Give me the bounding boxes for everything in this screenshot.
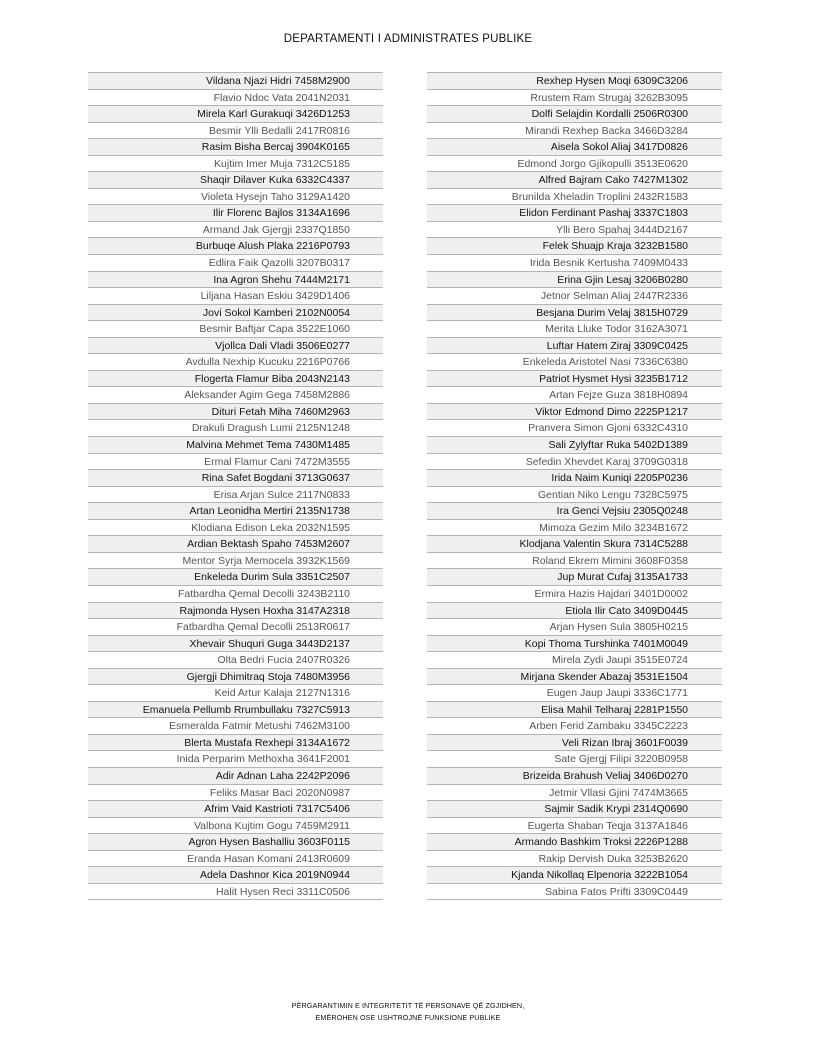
list-item: Mirjana Skender Abazaj 3531E1504 — [427, 669, 722, 686]
list-item: Aisela Sokol Aliaj 3417D0826 — [427, 139, 722, 156]
list-item: Fatbardha Qemal Decolli 3243B2110 — [88, 586, 383, 603]
list-item: Ilir Florenc Bajlos 3134A1696 — [88, 205, 383, 222]
list-item: Aleksander Agim Gega 7458M2886 — [88, 387, 383, 404]
list-item: Ermira Hazis Hajdari 3401D0002 — [427, 586, 722, 603]
list-item: Eranda Hasan Komani 2413R0609 — [88, 851, 383, 868]
list-item: Violeta Hysejn Taho 3129A1420 — [88, 189, 383, 206]
list-item: Mentor Syrja Memocela 3932K1569 — [88, 553, 383, 570]
list-item: Jetnor Selman Aliaj 2447R2336 — [427, 288, 722, 305]
list-item: Keid Artur Kalaja 2127N1316 — [88, 685, 383, 702]
list-item: Gentian Niko Lengu 7328C5975 — [427, 487, 722, 504]
list-item: Enkeleda Durim Sula 3351C2507 — [88, 569, 383, 586]
list-item: Malvina Mehmet Tema 7430M1485 — [88, 437, 383, 454]
right-name-list — [427, 72, 722, 900]
document-title: DEPARTAMENTI I ADMINISTRATES PUBLIKE — [283, 33, 533, 45]
list-item: Ira Genci Vejsiu 2305Q0248 — [427, 503, 722, 520]
list-item: Arjan Hysen Sula 3805H0215 — [427, 619, 722, 636]
list-item: Artan Fejze Guza 3818H0894 — [427, 387, 722, 404]
list-item: Merita Lluke Todor 3162A3071 — [427, 321, 722, 338]
list-item: Fatbardha Qemal Decolli 2513R0617 — [88, 619, 383, 636]
list-item: Besjana Durim Velaj 3815H0729 — [427, 305, 722, 322]
list-item: Dituri Fetah Miha 7460M2963 — [88, 404, 383, 421]
list-item: Eugen Jaup Jaupi 3336C1771 — [427, 685, 722, 702]
list-item: Besmir Ylli Bedalli 2417R0816 — [88, 123, 383, 140]
list-item: Besmir Baftjar Capa 3522E1060 — [88, 321, 383, 338]
list-item: Rrustem Ram Strugaj 3262B3095 — [427, 90, 722, 107]
list-item: Ardian Bektash Spaho 7453M2607 — [88, 536, 383, 553]
list-item: Drakuli Dragush Lumi 2125N1248 — [88, 420, 383, 437]
list-item: Enkeleda Aristotel Nasi 7336C6380 — [427, 354, 722, 371]
list-item: Brunilda Xheladin Troplini 2432R1583 — [427, 189, 722, 206]
list-item: Kopi Thoma Turshinka 7401M0049 — [427, 636, 722, 653]
list-item: Vjollca Dali Vladi 3506E0277 — [88, 338, 383, 355]
list-item: Olta Bedri Fucia 2407R0326 — [88, 652, 383, 669]
list-item: Mirandi Rexhep Backa 3466D3284 — [427, 123, 722, 140]
list-item: Edmond Jorgo Gjikopulli 3513E0620 — [427, 156, 722, 173]
list-item: Sefedin Xhevdet Karaj 3709G0318 — [427, 454, 722, 471]
list-item: Eugerta Shaban Teqja 3137A1846 — [427, 818, 722, 835]
list-item: Mirela Karl Gurakuqi 3426D1253 — [88, 106, 383, 123]
list-item: Pranvera Simon Gjoni 6332C4310 — [427, 420, 722, 437]
list-item: Luftar Hatem Ziraj 3309C0425 — [427, 338, 722, 355]
list-item: Rakip Dervish Duka 3253B2620 — [427, 851, 722, 868]
footer-line-2: EMËROHEN OSE USHTROJNË FUNKSIONE PUBLIKE — [315, 1013, 501, 1022]
list-item: Edlira Faik Qazolli 3207B0317 — [88, 255, 383, 272]
list-item: Mirela Zydi Jaupi 3515E0724 — [427, 652, 722, 669]
list-item: Sabina Fatos Prifti 3309C0449 — [427, 884, 722, 901]
list-item: Vildana Njazi Hidri 7458M2900 — [88, 73, 383, 90]
list-item: Ylli Bero Spahaj 3444D2167 — [427, 222, 722, 239]
left-name-list — [88, 72, 383, 900]
list-item: Agron Hysen Bashalliu 3603F0115 — [88, 834, 383, 851]
list-item: Patriot Hysmet Hysi 3235B1712 — [427, 371, 722, 388]
list-item: Alfred Bajram Cako 7427M1302 — [427, 172, 722, 189]
list-item: Kjanda Nikollaq Elpenoria 3222B1054 — [427, 867, 722, 884]
list-item: Mimoza Gezim Milo 3234B1672 — [427, 520, 722, 537]
list-item: Flavio Ndoc Vata 2041N2031 — [88, 90, 383, 107]
list-item: Sajmir Sadik Krypi 2314Q0690 — [427, 801, 722, 818]
list-item: Armand Jak Gjergji 2337Q1850 — [88, 222, 383, 239]
list-item: Shaqir Dilaver Kuka 6332C4337 — [88, 172, 383, 189]
list-item: Avdulla Nexhip Kucuku 2216P0766 — [88, 354, 383, 371]
footer — [0, 1000, 816, 1024]
list-item: Emanuela Pellumb Rrumbullaku 7327C5913 — [88, 702, 383, 719]
list-item: Dolfi Selajdin Kordalli 2506R0300 — [427, 106, 722, 123]
list-item: Arben Ferid Zambaku 3345C2223 — [427, 718, 722, 735]
list-item: Armando Bashkim Troksi 2226P1288 — [427, 834, 722, 851]
list-item: Blerta Mustafa Rexhepi 3134A1672 — [88, 735, 383, 752]
list-item: Jup Murat Cufaj 3135A1733 — [427, 569, 722, 586]
list-item: Ermal Flamur Cani 7472M3555 — [88, 454, 383, 471]
list-item: Inida Perparim Methoxha 3641F2001 — [88, 751, 383, 768]
list-item: Rasim Bisha Bercaj 3904K0165 — [88, 139, 383, 156]
list-item: Klodjana Valentin Skura 7314C5288 — [427, 536, 722, 553]
list-item: Viktor Edmond Dimo 2225P1217 — [427, 404, 722, 421]
list-item: Halit Hysen Reci 3311C0506 — [88, 884, 383, 901]
footer-line-1: PËRGARANTIMIN E INTEGRITETIT TË PERSONAVE QË ZGJIDHEN, — [291, 1001, 525, 1010]
list-item: Etiola Ilir Cato 3409D0445 — [427, 603, 722, 620]
list-item: Xhevair Shuquri Guga 3443D2137 — [88, 636, 383, 653]
list-item: Artan Leonidha Mertiri 2135N1738 — [88, 503, 383, 520]
list-item: Felek Shuajp Kraja 3232B1580 — [427, 238, 722, 255]
list-item: Gjergji Dhimitraq Stoja 7480M3956 — [88, 669, 383, 686]
list-item: Erisa Arjan Sulce 2117N0833 — [88, 487, 383, 504]
list-item: Roland Ekrem Mimini 3608F0358 — [427, 553, 722, 570]
list-item: Klodiana Edison Leka 2032N1595 — [88, 520, 383, 537]
list-item: Valbona Kujtim Gogu 7459M2911 — [88, 818, 383, 835]
list-item: Adir Adnan Laha 2242P2096 — [88, 768, 383, 785]
list-item: Rexhep Hysen Moqi 6309C3206 — [427, 73, 722, 90]
list-item: Veli Rizan Ibraj 3601F0039 — [427, 735, 722, 752]
list-item: Ina Agron Shehu 7444M2171 — [88, 272, 383, 289]
list-item: Jetmir Vllasi Gjini 7474M3665 — [427, 785, 722, 802]
list-item: Sali Zylyftar Ruka 5402D1389 — [427, 437, 722, 454]
list-item: Adela Dashnor Kica 2019N0944 — [88, 867, 383, 884]
list-item: Sate Gjergj Filipi 3220B0958 — [427, 751, 722, 768]
list-item: Liljana Hasan Eskiu 3429D1406 — [88, 288, 383, 305]
list-item: Kujtim Imer Muja 7312C5185 — [88, 156, 383, 173]
list-item: Flogerta Flamur Biba 2043N2143 — [88, 371, 383, 388]
list-item: Irida Naim Kuniqi 2205P0236 — [427, 470, 722, 487]
list-item: Rina Safet Bogdani 3713G0637 — [88, 470, 383, 487]
list-item: Afrim Vaid Kastrioti 7317C5406 — [88, 801, 383, 818]
list-item: Elisa Mahil Telharaj 2281P1550 — [427, 702, 722, 719]
list-item: Irida Besnik Kertusha 7409M0433 — [427, 255, 722, 272]
list-item: Feliks Masar Baci 2020N0987 — [88, 785, 383, 802]
list-item: Rajmonda Hysen Hoxha 3147A2318 — [88, 603, 383, 620]
list-item: Burbuqe Alush Plaka 2216P0793 — [88, 238, 383, 255]
list-item: Elidon Ferdinant Pashaj 3337C1803 — [427, 205, 722, 222]
list-item: Jovi Sokol Kamberi 2102N0054 — [88, 305, 383, 322]
list-item: Erina Gjin Lesaj 3206B0280 — [427, 272, 722, 289]
list-item: Brizeida Brahush Veliaj 3406D0270 — [427, 768, 722, 785]
list-item: Esmeralda Fatmir Metushi 7462M3100 — [88, 718, 383, 735]
